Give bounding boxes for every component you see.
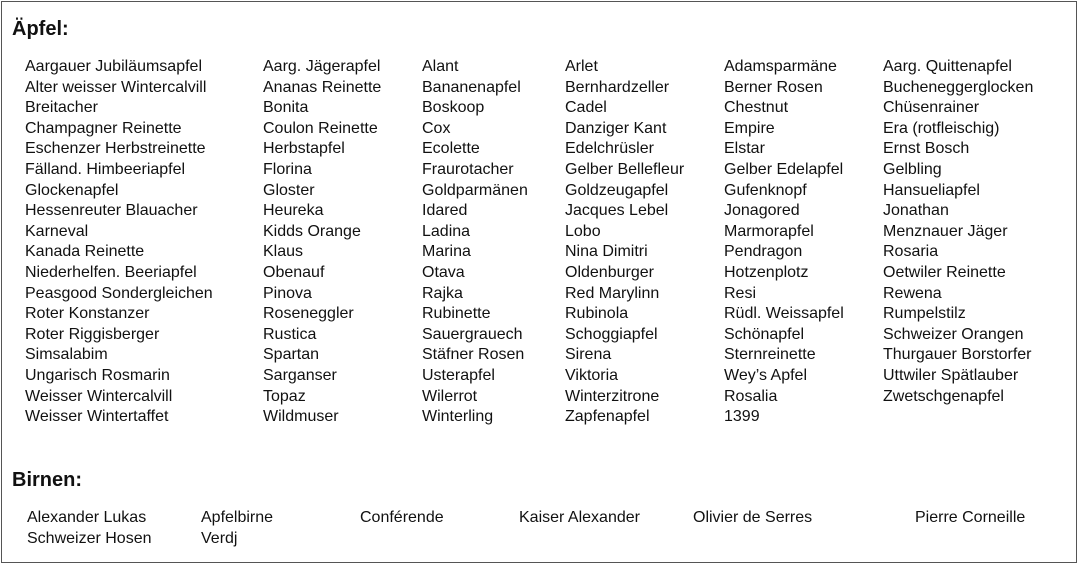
apfel-item: Alant bbox=[422, 58, 459, 75]
apfel-item: Karneval bbox=[25, 222, 89, 240]
apfel-item: Spartan bbox=[263, 346, 320, 364]
apfel-item: Pendragon bbox=[724, 243, 803, 261]
apfel-item: Rustica bbox=[263, 325, 317, 343]
apfel-item: Hotzenplotz bbox=[724, 263, 809, 281]
apfel-item: Arlet bbox=[565, 58, 598, 75]
apfel-item: Gelbling bbox=[883, 160, 942, 178]
apfel-item: Sauergrauech bbox=[422, 325, 523, 343]
apfel-item: Viktoria bbox=[565, 366, 619, 384]
apfel-column bbox=[422, 57, 565, 428]
apfel-item: Rosalia bbox=[724, 387, 778, 405]
apfel-item: Florina bbox=[263, 160, 312, 178]
apfel-item: Kidds Orange bbox=[263, 222, 361, 240]
apfel-item: Winterzitrone bbox=[565, 387, 660, 405]
apfel-item: Edelchrüsler bbox=[565, 140, 654, 158]
apfel-item: Champagner Reinette bbox=[25, 119, 182, 137]
birnen-item: Conférende bbox=[360, 509, 444, 526]
apfel-item: Ecolette bbox=[422, 140, 480, 158]
apfel-item: Rubinola bbox=[565, 305, 629, 323]
apfel-item: Stäfner Rosen bbox=[422, 346, 525, 364]
apfel-item: Schweizer Orangen bbox=[883, 325, 1024, 343]
apfel-item: Ananas Reinette bbox=[263, 78, 382, 96]
apfel-item: Jacques Lebel bbox=[565, 202, 669, 220]
birnen-item: Alexander Lukas bbox=[27, 509, 147, 526]
apfel-item: Cox bbox=[422, 119, 451, 137]
apfel-item: Hansueliapfel bbox=[883, 181, 980, 199]
apfel-column bbox=[565, 57, 724, 428]
apfel-item: Resi bbox=[724, 284, 757, 302]
apfel-item: Thurgauer Borstorfer bbox=[883, 346, 1032, 364]
section-title-birnen: Birnen: bbox=[12, 469, 82, 491]
apfel-item: Red Marylinn bbox=[565, 284, 660, 302]
birnen-item: Apfelbirne bbox=[201, 509, 274, 526]
apfel-item: Fälland. Himbeeriapfel bbox=[25, 160, 186, 178]
apfel-item: 1399 bbox=[724, 408, 760, 426]
apfel-item: Goldparmänen bbox=[422, 181, 528, 199]
apfel-item: Niederhelfen. Beeriapfel bbox=[25, 263, 197, 281]
apfel-item: Gelber Bellefleur bbox=[565, 160, 685, 178]
apfel-item: Goldzeugapfel bbox=[565, 181, 669, 199]
apfel-item: Berner Rosen bbox=[724, 78, 823, 96]
apfel-item: Schoggiapfel bbox=[565, 325, 658, 343]
apfel-item: Roter Konstanzer bbox=[25, 305, 150, 323]
apfel-item: Chestnut bbox=[724, 99, 789, 117]
apfel-item: Winterling bbox=[422, 408, 494, 426]
apfel-item: Rumpelstilz bbox=[883, 305, 966, 323]
apfel-variety-grid bbox=[25, 57, 1073, 428]
apfel-item: Coulon Reinette bbox=[263, 119, 378, 137]
apfel-column bbox=[883, 57, 1073, 428]
apfel-item: Era (rotfleischig) bbox=[883, 119, 1000, 137]
apfel-item: Ladina bbox=[422, 222, 471, 240]
apfel-item: Bonita bbox=[263, 99, 309, 117]
apfel-item: Gloster bbox=[263, 181, 315, 199]
apfel-item: Obenauf bbox=[263, 263, 325, 281]
apfel-item: Weisser Wintercalvill bbox=[25, 387, 173, 405]
apfel-item: Rüdl. Weissapfel bbox=[724, 305, 844, 323]
apfel-item: Aargauer Jubiläumsapfel bbox=[25, 58, 202, 75]
apfel-item: Elstar bbox=[724, 140, 765, 158]
apfel-item: Oldenburger bbox=[565, 263, 654, 281]
apfel-item: Marina bbox=[422, 243, 471, 261]
apfel-item: Boskoop bbox=[422, 99, 485, 117]
section-title-apfel: Äpfel: bbox=[12, 18, 69, 40]
birnen-item: Olivier de Serres bbox=[693, 509, 813, 526]
apfel-item: Wey’s Apfel bbox=[724, 366, 808, 384]
apfel-item: Bernhardzeller bbox=[565, 78, 670, 96]
apfel-item: Zwetschgenapfel bbox=[883, 387, 1004, 405]
apfel-item: Klaus bbox=[263, 243, 304, 261]
birnen-variety-list bbox=[2, 508, 1080, 552]
apfel-item: Roseneggler bbox=[263, 305, 354, 323]
apfel-item: Simsalabim bbox=[25, 346, 108, 364]
apfel-item: Herbstapfel bbox=[263, 140, 345, 158]
apfel-item: Zapfenapfel bbox=[565, 408, 650, 426]
apfel-item: Kanada Reinette bbox=[25, 243, 145, 261]
apfel-item: Fraurotacher bbox=[422, 160, 514, 178]
apfel-item: Bucheneggerglocken bbox=[883, 78, 1034, 96]
apfel-item: Aarg. Jägerapfel bbox=[263, 58, 381, 75]
apfel-item: Usterapfel bbox=[422, 366, 495, 384]
birnen-item: Kaiser Alexander bbox=[519, 509, 640, 526]
birnen-item: Schweizer Hosen bbox=[27, 530, 152, 547]
apfel-item: Breitacher bbox=[25, 99, 98, 117]
apfel-item: Roter Riggisberger bbox=[25, 325, 160, 343]
apfel-item: Cadel bbox=[565, 99, 607, 117]
apfel-item: Peasgood Sondergleichen bbox=[25, 284, 213, 302]
apfel-item: Jonagored bbox=[724, 202, 800, 220]
apfel-column bbox=[263, 57, 422, 428]
apfel-item: Gelber Edelapfel bbox=[724, 160, 844, 178]
apfel-item: Bananenapfel bbox=[422, 78, 521, 96]
apfel-item: Alter weisser Wintercalvill bbox=[25, 78, 207, 96]
apfel-item: Sternreinette bbox=[724, 346, 816, 364]
apfel-item: Lobo bbox=[565, 222, 601, 240]
apfel-item: Rubinette bbox=[422, 305, 491, 323]
birnen-item: Verdj bbox=[201, 530, 238, 547]
apfel-item: Topaz bbox=[263, 387, 306, 405]
birnen-item: Pierre Corneille bbox=[915, 509, 1026, 526]
apfel-item: Hessenreuter Blauacher bbox=[25, 202, 198, 220]
apfel-item: Aarg. Quittenapfel bbox=[883, 58, 1012, 75]
apfel-item: Rosaria bbox=[883, 243, 939, 261]
document-frame bbox=[1, 1, 1077, 563]
apfel-item: Pinova bbox=[263, 284, 312, 302]
apfel-item: Danziger Kant bbox=[565, 119, 667, 137]
apfel-item: Marmorapfel bbox=[724, 222, 814, 240]
apfel-item: Heureka bbox=[263, 202, 324, 220]
apfel-item: Chüsenrainer bbox=[883, 99, 980, 117]
apfel-item: Otava bbox=[422, 263, 465, 281]
apfel-item: Sirena bbox=[565, 346, 612, 364]
apfel-item: Menznauer Jäger bbox=[883, 222, 1008, 240]
apfel-item: Nina Dimitri bbox=[565, 243, 648, 261]
apfel-item: Ungarisch Rosmarin bbox=[25, 366, 170, 384]
apfel-item: Wildmuser bbox=[263, 408, 339, 426]
apfel-item: Wilerrot bbox=[422, 387, 478, 405]
apfel-item: Idared bbox=[422, 202, 468, 220]
apfel-item: Weisser Wintertaffet bbox=[25, 408, 169, 426]
apfel-item: Ernst Bosch bbox=[883, 140, 970, 158]
apfel-item: Rewena bbox=[883, 284, 942, 302]
apfel-item: Glockenapfel bbox=[25, 181, 119, 199]
apfel-item: Gufenknopf bbox=[724, 181, 807, 199]
apfel-item: Adamsparmäne bbox=[724, 58, 837, 75]
apfel-item: Oetwiler Reinette bbox=[883, 263, 1006, 281]
apfel-item: Sarganser bbox=[263, 366, 337, 384]
apfel-item: Jonathan bbox=[883, 202, 949, 220]
apfel-item: Uttwiler Spätlauber bbox=[883, 366, 1019, 384]
apfel-item: Eschenzer Herbstreinette bbox=[25, 140, 206, 158]
apfel-item: Rajka bbox=[422, 284, 463, 302]
apfel-column bbox=[25, 57, 263, 428]
apfel-item: Schönapfel bbox=[724, 325, 805, 343]
apfel-item: Empire bbox=[724, 119, 775, 137]
apfel-column bbox=[724, 57, 883, 428]
